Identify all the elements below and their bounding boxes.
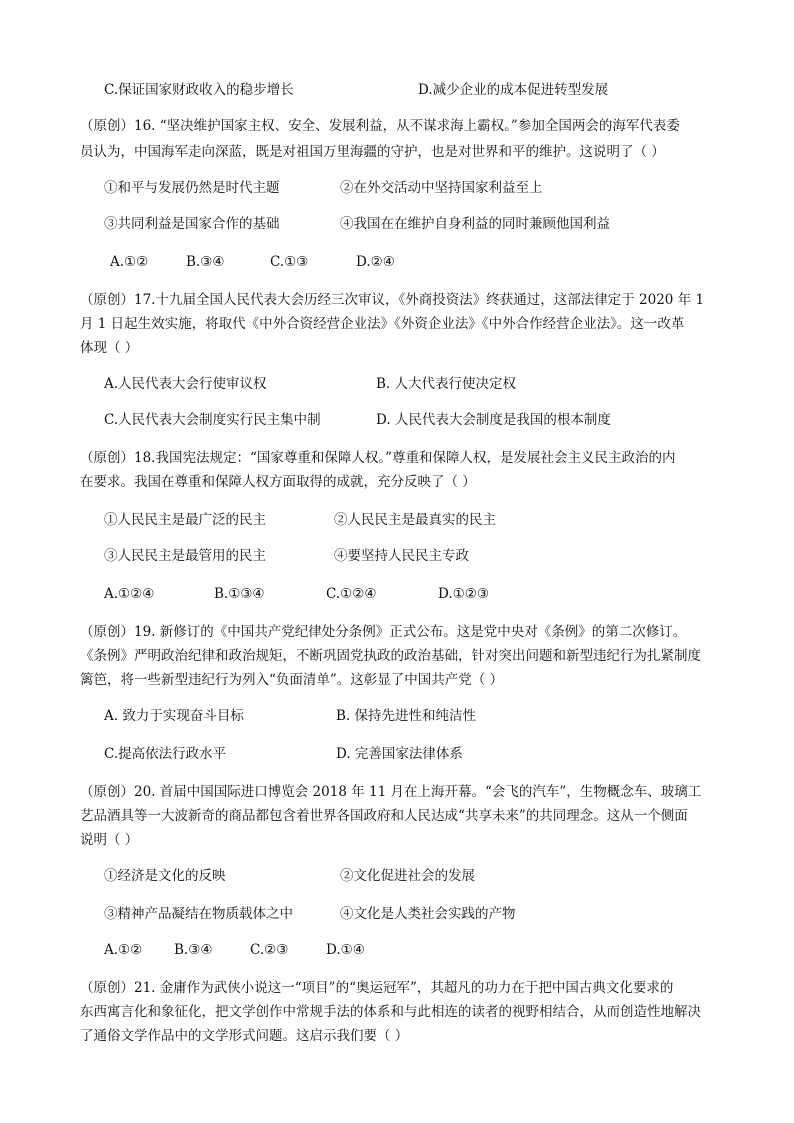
q16-statement-4: ④我国在在维护自身利益的同时兼顾他国利益 [340, 216, 610, 232]
q21-stem-line-1: （原创）21. 金庸作为武侠小说这一“项目”的“奥运冠军”，其超凡的功力在于把中国古典文化要求的 [80, 980, 674, 996]
q17-answer-a: A.人民代表大会行使审议权 [104, 376, 267, 392]
q19-answer-a: A. 致力于实现奋斗目标 [104, 708, 244, 724]
q20-answer-d: D.①④ [326, 942, 365, 958]
q18-statement-2: ②人民民主是最真实的民主 [334, 512, 496, 528]
q18-answer-a: A.①②④ [104, 586, 155, 602]
q16-answer-c: C.①③ [270, 254, 309, 270]
q20-stem-line-3: 说明（ ） [80, 832, 139, 848]
q20-statement-1: ①经济是文化的反映 [104, 868, 226, 884]
q16-answer-b: B.③④ [186, 254, 225, 270]
q19-answer-b: B. 保持先进性和纯洁性 [336, 708, 477, 724]
q20-answer-a: A.①② [104, 942, 143, 958]
q20-statement-4: ④文化是人类社会实践的产物 [340, 906, 516, 922]
q18-answer-c: C.①②④ [326, 586, 377, 602]
q19-answer-c: C.提高依法行政水平 [104, 746, 227, 762]
q19-stem-line-1: （原创）19. 新修订的《中国共产党纪律处分条例》正式公布。这是党中央对《条例》的第二次修订。 [80, 624, 687, 640]
q17-answer-c: C.人民代表大会制度实行民主集中制 [104, 412, 321, 428]
q20-answer-c: C.②③ [250, 942, 289, 958]
q16-answer-a: A.①② [110, 254, 149, 270]
q16-answer-d: D.②④ [356, 254, 395, 270]
q15-option-c: C.保证国家财政收入的稳步增长 [104, 82, 294, 98]
q20-stem-line-2: 艺品酒具等一大波新奇的商品都包含着世界各国政府和人民达成“共享未来”的共同理念。这从一个侧面 [80, 808, 688, 824]
q21-stem-line-2: 东西寓言化和象征化，把文学创作中常规手法的体系和与此相连的读者的视野相结合，从而创造性地解决 [80, 1004, 701, 1020]
q17-answer-b: B. 人大代表行使决定权 [376, 376, 517, 392]
q17-stem-line-3: 体现（ ） [80, 340, 139, 356]
q20-statement-3: ③精神产品凝结在物质载体之中 [104, 906, 293, 922]
q19-stem-line-3: 篱笆，将一些新型违纪行为列入“负面清单”。这彰显了中国共产党（ ） [80, 672, 504, 688]
q18-answer-b: B.①③④ [214, 586, 265, 602]
q18-statement-3: ③人民民主是最管用的民主 [104, 548, 266, 564]
q19-stem-line-2: 《条例》严明政治纪律和政治规矩，不断巩固党执政的政治基础，针对突出问题和新型违纪行为扎紧制度 [80, 648, 701, 664]
q18-stem-line-2: 在要求。我国在尊重和保障人权方面取得的成就，充分反映了（ ） [80, 474, 476, 490]
q18-statement-1: ①人民民主是最广泛的民主 [104, 512, 266, 528]
q17-stem-line-2: 月 1 日起生效实施，将取代《中外合资经营企业法》《外资企业法》《中外合作经营企业法》。这一改革 [80, 316, 685, 332]
q17-answer-d: D. 人民代表大会制度是我国的根本制度 [376, 412, 611, 428]
q20-stem-line-1: （原创）20. 首届中国国际进口博览会 2018 年 11 月在上海开幕。“会飞的汽车”，生物概念车、玻璃工 [80, 784, 702, 800]
q17-stem-line-1: （原创）17.十九届全国人民代表大会历经三次审议，《外商投资法》终获通过，这部法律定于 2020 年 1 [80, 292, 705, 308]
q16-stem-line-1: （原创）16. “坚决维护国家主权、安全、发展利益，从不谋求海上霸权。”参加全国两会的海军代表委 [80, 118, 680, 134]
q19-answer-d: D. 完善国家法律体系 [336, 746, 463, 762]
q18-statement-4: ④要坚持人民民主专政 [334, 548, 469, 564]
q16-statement-3: ③共同利益是国家合作的基础 [104, 216, 280, 232]
q20-statement-2: ②文化促进社会的发展 [340, 868, 475, 884]
q16-statement-2: ②在外交活动中坚持国家利益至上 [340, 180, 543, 196]
q15-option-d: D.减少企业的成本促进转型发展 [418, 82, 609, 98]
q21-stem-line-3: 了通俗文学作品中的文学形式问题。这启示我们要（ ） [80, 1028, 409, 1044]
q16-statement-1: ①和平与发展仍然是时代主题 [104, 180, 280, 196]
q16-stem-line-2: 员认为，中国海军走向深蓝，既是对祖国万里海疆的守护，也是对世界和平的维护。这说明了（ ） [80, 144, 665, 160]
q18-stem-line-1: （原创）18.我国宪法规定：“国家尊重和保障人权。”尊重和保障人权，是发展社会主义民主政治的内 [80, 450, 676, 466]
q20-answer-b: B.③④ [174, 942, 213, 958]
q18-answer-d: D.①②③ [438, 586, 489, 602]
